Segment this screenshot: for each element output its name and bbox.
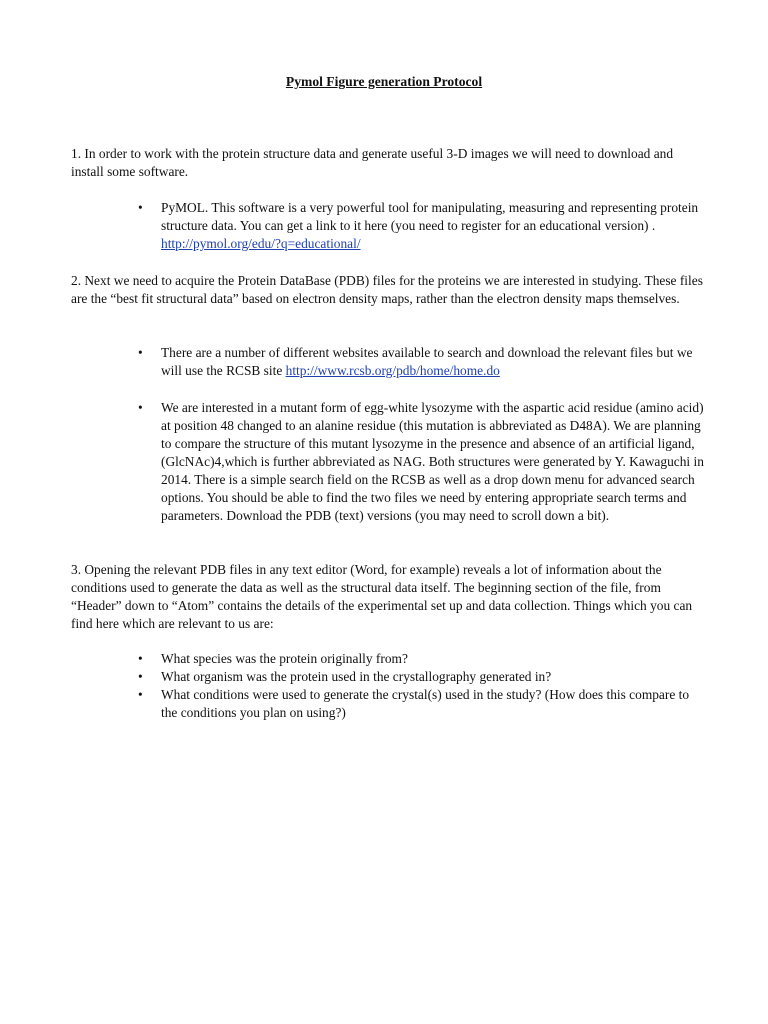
- list-item: [138, 668, 704, 686]
- bullet-marker: •: [138, 651, 143, 666]
- species-question: What species was the protein originally from?: [161, 651, 408, 666]
- lysozyme-bullet-text: We are interested in a mutant form of egg-white lysozyme with the aspartic acid residue (amino acid) at position 48 changed to an alanine residue (this mutation is abbreviated as D48A). We are planning to compare the structure of this mutant lysozyme in the presence and absence of an artificial ligand, (GlcNAc)4,which is further abbreviated as NAG. Both structures were generated by Y. Kawaguchi in 2014. There is a simple search field on the RCSB as well as a drop down menu for advanced search options. You should be able to find the two files we need by entering appropriate search terms and parameters. Download the PDB (text) versions (you may need to scroll down a bit).: [161, 400, 704, 523]
- step-3-paragraph: 3. Opening the relevant PDB files in any text editor (Word, for example) reveals a lot of information about the conditions used to generate the data as well as the structural data itself. The beginning section of the file, from “Header” down to “Atom” contains the details of the experimental set up and data collection. Things which you can find here which are relevant to us are:: [71, 562, 693, 631]
- list-item: [138, 199, 704, 253]
- organism-question: What organism was the protein used in the crystallography generated in?: [161, 669, 552, 684]
- list-item: [138, 686, 704, 722]
- document-title: Pymol Figure generation Protocol: [285, 74, 483, 89]
- rcsb-bullet-text: There are a number of different websites available to search and download the relevant files but we will use the RCSB site: [161, 345, 693, 378]
- step-2-bullet-list-a: [138, 344, 704, 380]
- bullet-marker: •: [138, 400, 143, 415]
- step-1-paragraph: 1. In order to work with the protein structure data and generate useful 3-D images we will need to download and install some software.: [71, 146, 674, 179]
- bullet-marker: •: [138, 345, 143, 360]
- pymol-bullet-text: PyMOL. This software is a very powerful tool for manipulating, measuring and representing protein structure data. You can get a link to it here (you need to register for an educational version) .: [161, 200, 699, 233]
- list-item: [138, 650, 704, 668]
- bullet-marker: •: [138, 669, 143, 684]
- step-2-bullet-list-b: [138, 399, 704, 525]
- list-item: [138, 344, 704, 380]
- rcsb-site-link[interactable]: http://www.rcsb.org/pdb/home/home.do: [285, 363, 500, 378]
- pymol-download-link[interactable]: http://pymol.org/edu/?q=educational/: [161, 236, 361, 251]
- step-3-bullet-list: [138, 650, 704, 722]
- list-item: [138, 399, 704, 525]
- conditions-question: What conditions were used to generate the crystal(s) used in the study? (How does this compare to the conditions you plan on using?): [161, 687, 690, 720]
- step-2-paragraph: 2. Next we need to acquire the Protein DataBase (PDB) files for the proteins we are interested in studying. These files are the “best fit structural data” based on electron density maps, rather than the electron density maps themselves.: [71, 273, 703, 306]
- bullet-marker: •: [138, 687, 143, 702]
- bullet-marker: •: [138, 200, 143, 215]
- step-1-bullet-list: [138, 199, 704, 253]
